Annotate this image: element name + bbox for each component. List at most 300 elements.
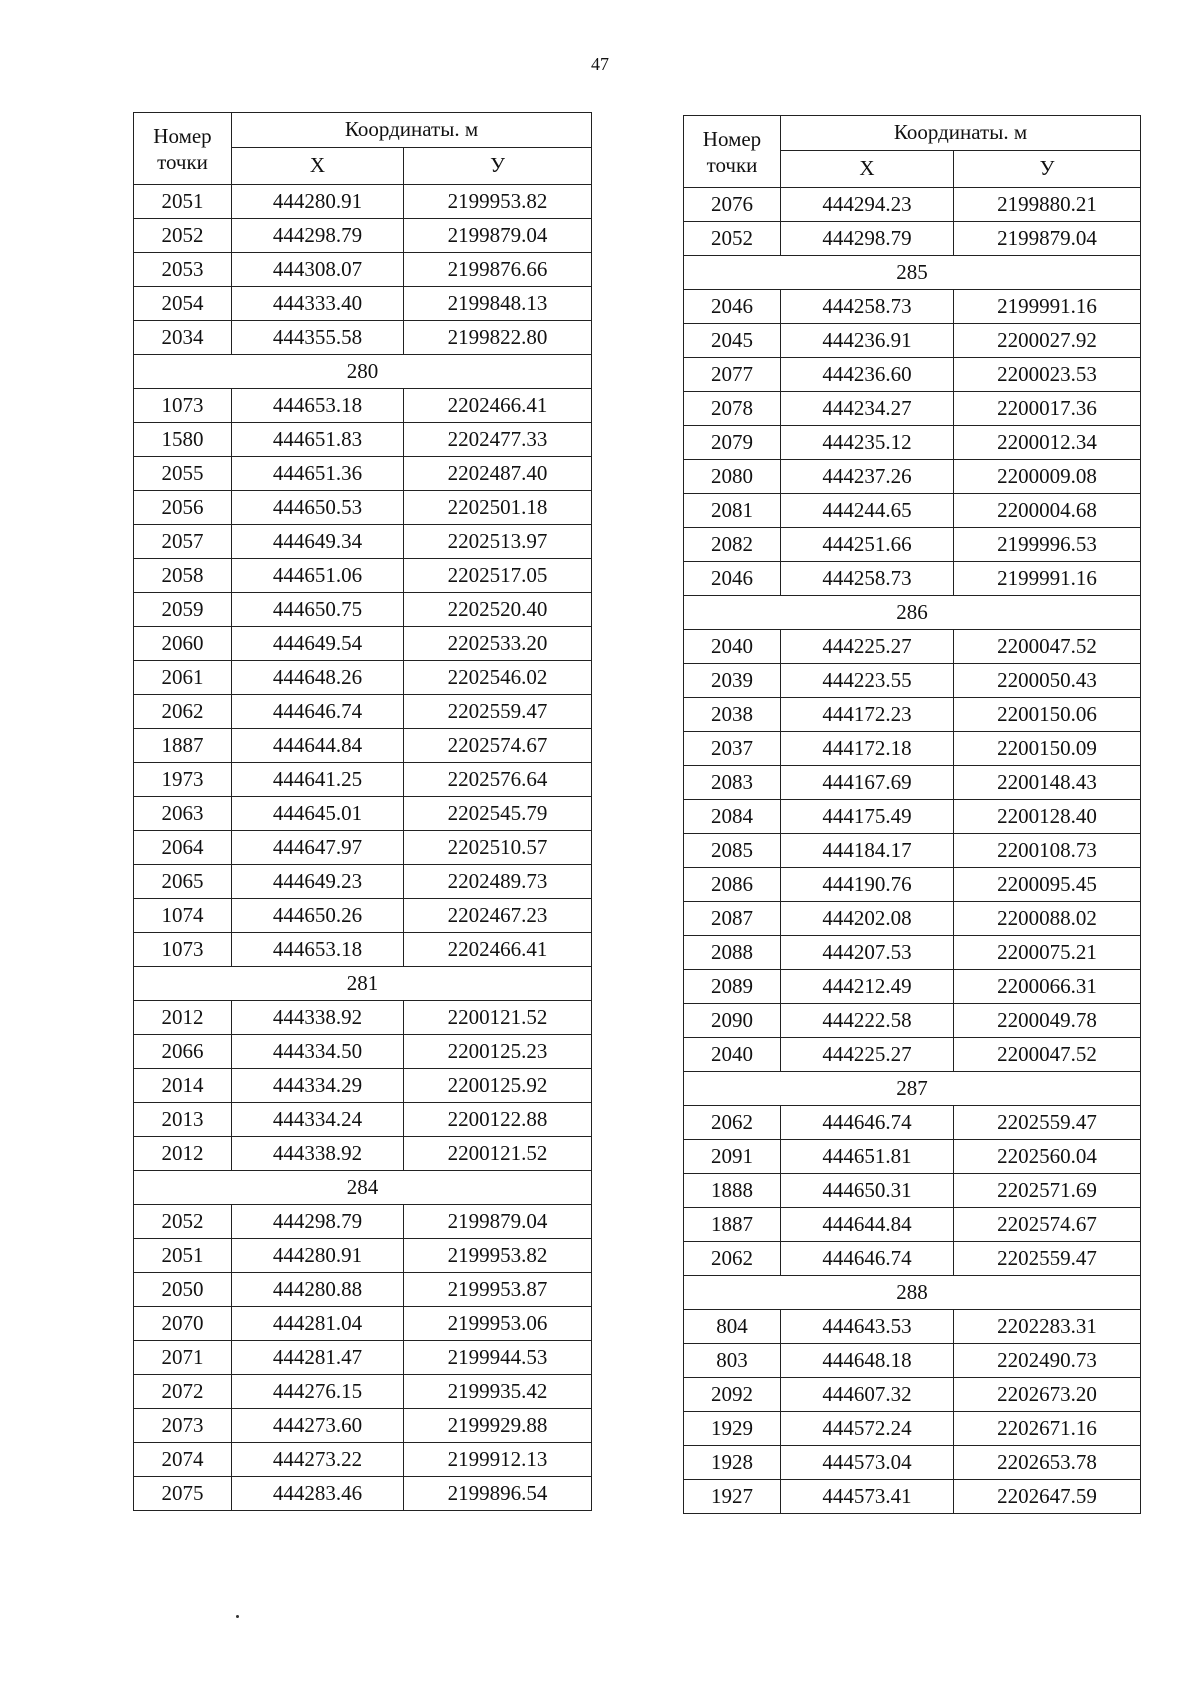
x-coordinate-cell: 444572.24 xyxy=(781,1412,954,1446)
x-coordinate-cell: 444235.12 xyxy=(781,426,954,460)
x-coordinate-cell: 444258.73 xyxy=(781,562,954,596)
y-coordinate-cell: 2202559.47 xyxy=(954,1242,1141,1276)
table-row xyxy=(684,460,1141,494)
table-row xyxy=(684,902,1141,936)
point-number-cell: 2083 xyxy=(684,766,781,800)
point-number-cell: 1073 xyxy=(134,933,232,967)
point-number-cell: 2062 xyxy=(684,1106,781,1140)
point-number-cell: 2056 xyxy=(134,491,232,525)
section-row xyxy=(684,1276,1141,1310)
x-coordinate-cell: 444236.91 xyxy=(781,324,954,358)
x-coordinate-cell: 444225.27 xyxy=(781,630,954,664)
x-coordinate-cell: 444167.69 xyxy=(781,766,954,800)
table-row xyxy=(684,1446,1141,1480)
point-number-cell: 1887 xyxy=(134,729,232,763)
point-number-cell: 2039 xyxy=(684,664,781,698)
x-coordinate-cell: 444281.47 xyxy=(232,1341,404,1375)
point-number-cell: 2073 xyxy=(134,1409,232,1443)
point-number-cell: 2087 xyxy=(684,902,781,936)
table-row xyxy=(684,392,1141,426)
section-number: 288 xyxy=(684,1276,1141,1310)
x-coordinate-cell: 444646.74 xyxy=(781,1242,954,1276)
y-coordinate-cell: 2202501.18 xyxy=(404,491,592,525)
x-coordinate-cell: 444276.15 xyxy=(232,1375,404,1409)
x-coordinate-cell: 444223.55 xyxy=(781,664,954,698)
scan-speck xyxy=(236,1615,239,1618)
y-coordinate-cell: 2200128.40 xyxy=(954,800,1141,834)
header-y: У xyxy=(954,150,1141,187)
x-coordinate-cell: 444649.54 xyxy=(232,627,404,661)
y-coordinate-cell: 2202574.67 xyxy=(954,1208,1141,1242)
x-coordinate-cell: 444280.91 xyxy=(232,1239,404,1273)
point-number-cell: 2038 xyxy=(684,698,781,732)
header-x: X xyxy=(781,150,954,187)
x-coordinate-cell: 444649.23 xyxy=(232,865,404,899)
y-coordinate-cell: 2202559.47 xyxy=(954,1106,1141,1140)
table-row xyxy=(134,1477,592,1511)
y-coordinate-cell: 2202647.59 xyxy=(954,1480,1141,1514)
y-coordinate-cell: 2202520.40 xyxy=(404,593,592,627)
y-coordinate-cell: 2202546.02 xyxy=(404,661,592,695)
section-row xyxy=(134,967,592,1001)
point-number-cell: 2054 xyxy=(134,287,232,321)
table-row xyxy=(134,1307,592,1341)
x-coordinate-cell: 444650.31 xyxy=(781,1174,954,1208)
table-row xyxy=(684,1004,1141,1038)
page-number: 47 xyxy=(591,54,609,74)
x-coordinate-cell: 444280.91 xyxy=(232,185,404,219)
y-coordinate-cell: 2199953.06 xyxy=(404,1307,592,1341)
point-number-cell: 2053 xyxy=(134,253,232,287)
point-number-cell: 1888 xyxy=(684,1174,781,1208)
table-row xyxy=(134,389,592,423)
point-number-cell: 803 xyxy=(684,1344,781,1378)
y-coordinate-cell: 2199912.13 xyxy=(404,1443,592,1477)
point-number-cell: 2012 xyxy=(134,1137,232,1171)
y-coordinate-cell: 2200150.09 xyxy=(954,732,1141,766)
x-coordinate-cell: 444651.36 xyxy=(232,457,404,491)
y-coordinate-cell: 2202477.33 xyxy=(404,423,592,457)
x-coordinate-cell: 444650.75 xyxy=(232,593,404,627)
x-coordinate-cell: 444334.29 xyxy=(232,1069,404,1103)
table-row xyxy=(134,831,592,865)
x-coordinate-cell: 444646.74 xyxy=(232,695,404,729)
header-coordinates: Координаты. м xyxy=(232,113,592,148)
point-number-cell: 2090 xyxy=(684,1004,781,1038)
y-coordinate-cell: 2200121.52 xyxy=(404,1001,592,1035)
point-number-cell: 1927 xyxy=(684,1480,781,1514)
table-row xyxy=(134,287,592,321)
table-row xyxy=(684,528,1141,562)
point-number-cell: 2012 xyxy=(134,1001,232,1035)
x-coordinate-cell: 444244.65 xyxy=(781,494,954,528)
point-number-cell: 1580 xyxy=(134,423,232,457)
x-coordinate-cell: 444251.66 xyxy=(781,528,954,562)
y-coordinate-cell: 2199822.80 xyxy=(404,321,592,355)
y-coordinate-cell: 2202545.79 xyxy=(404,797,592,831)
table-row xyxy=(684,868,1141,902)
y-coordinate-cell: 2202489.73 xyxy=(404,865,592,899)
y-coordinate-cell: 2200066.31 xyxy=(954,970,1141,1004)
table-row xyxy=(134,1001,592,1035)
table-row xyxy=(684,1344,1141,1378)
y-coordinate-cell: 2202513.97 xyxy=(404,525,592,559)
point-number-cell: 2088 xyxy=(684,936,781,970)
y-coordinate-cell: 2199879.04 xyxy=(404,1205,592,1239)
y-coordinate-cell: 2199880.21 xyxy=(954,188,1141,222)
point-number-cell: 2080 xyxy=(684,460,781,494)
x-coordinate-cell: 444649.34 xyxy=(232,525,404,559)
table-row xyxy=(134,1137,592,1171)
point-number-cell: 2063 xyxy=(134,797,232,831)
x-coordinate-cell: 444650.26 xyxy=(232,899,404,933)
section-row xyxy=(684,256,1141,290)
point-number-cell: 2082 xyxy=(684,528,781,562)
y-coordinate-cell: 2202466.41 xyxy=(404,389,592,423)
x-coordinate-cell: 444644.84 xyxy=(232,729,404,763)
x-coordinate-cell: 444298.79 xyxy=(232,1205,404,1239)
table-row xyxy=(134,593,592,627)
x-coordinate-cell: 444273.22 xyxy=(232,1443,404,1477)
table-row xyxy=(134,1409,592,1443)
table-row xyxy=(684,1174,1141,1208)
point-number-cell: 2070 xyxy=(134,1307,232,1341)
y-coordinate-cell: 2202673.20 xyxy=(954,1378,1141,1412)
point-number-cell: 1074 xyxy=(134,899,232,933)
y-coordinate-cell: 2202671.16 xyxy=(954,1412,1141,1446)
y-coordinate-cell: 2200023.53 xyxy=(954,358,1141,392)
table-row xyxy=(134,933,592,967)
section-number: 280 xyxy=(134,355,592,389)
point-number-cell: 2055 xyxy=(134,457,232,491)
point-number-cell: 1073 xyxy=(134,389,232,423)
point-number-cell: 1929 xyxy=(684,1412,781,1446)
table-row xyxy=(684,1310,1141,1344)
point-number-cell: 2014 xyxy=(134,1069,232,1103)
point-number-cell: 2077 xyxy=(684,358,781,392)
point-number-cell: 2064 xyxy=(134,831,232,865)
point-number-cell: 2065 xyxy=(134,865,232,899)
y-coordinate-cell: 2200095.45 xyxy=(954,868,1141,902)
x-coordinate-cell: 444573.41 xyxy=(781,1480,954,1514)
point-number-cell: 2091 xyxy=(684,1140,781,1174)
table-row xyxy=(684,1412,1141,1446)
point-number-cell: 2059 xyxy=(134,593,232,627)
table-row xyxy=(684,494,1141,528)
table-row xyxy=(684,290,1141,324)
x-coordinate-cell: 444294.23 xyxy=(781,188,954,222)
section-number: 281 xyxy=(134,967,592,1001)
point-number-cell: 2060 xyxy=(134,627,232,661)
table-row xyxy=(684,1140,1141,1174)
table-row xyxy=(684,800,1141,834)
x-coordinate-cell: 444308.07 xyxy=(232,253,404,287)
table-row xyxy=(134,1273,592,1307)
x-coordinate-cell: 444641.25 xyxy=(232,763,404,797)
point-number-cell: 2037 xyxy=(684,732,781,766)
table-row xyxy=(684,188,1141,222)
section-row xyxy=(134,355,592,389)
y-coordinate-cell: 2200108.73 xyxy=(954,834,1141,868)
y-coordinate-cell: 2199848.13 xyxy=(404,287,592,321)
x-coordinate-cell: 444222.58 xyxy=(781,1004,954,1038)
point-number-cell: 1973 xyxy=(134,763,232,797)
y-coordinate-cell: 2200075.21 xyxy=(954,936,1141,970)
point-number-cell: 2075 xyxy=(134,1477,232,1511)
y-coordinate-cell: 2200050.43 xyxy=(954,664,1141,698)
y-coordinate-cell: 2199896.54 xyxy=(404,1477,592,1511)
y-coordinate-cell: 2199953.82 xyxy=(404,185,592,219)
y-coordinate-cell: 2199876.66 xyxy=(404,253,592,287)
x-coordinate-cell: 444333.40 xyxy=(232,287,404,321)
x-coordinate-cell: 444607.32 xyxy=(781,1378,954,1412)
table-row xyxy=(134,423,592,457)
point-number-cell: 2074 xyxy=(134,1443,232,1477)
point-number-cell: 2084 xyxy=(684,800,781,834)
table-row xyxy=(684,222,1141,256)
point-number-cell: 2046 xyxy=(684,562,781,596)
y-coordinate-cell: 2202653.78 xyxy=(954,1446,1141,1480)
x-coordinate-cell: 444258.73 xyxy=(781,290,954,324)
table-row xyxy=(134,627,592,661)
table-row xyxy=(134,185,592,219)
x-coordinate-cell: 444202.08 xyxy=(781,902,954,936)
table-row xyxy=(134,219,592,253)
coordinates-table-right xyxy=(683,115,1141,1514)
table-row xyxy=(134,1069,592,1103)
y-coordinate-cell: 2199953.87 xyxy=(404,1273,592,1307)
point-number-cell: 2092 xyxy=(684,1378,781,1412)
y-coordinate-cell: 2202533.20 xyxy=(404,627,592,661)
section-number: 286 xyxy=(684,596,1141,630)
point-number-cell: 2051 xyxy=(134,185,232,219)
x-coordinate-cell: 444645.01 xyxy=(232,797,404,831)
table-row xyxy=(134,797,592,831)
table-row xyxy=(134,729,592,763)
y-coordinate-cell: 2199935.42 xyxy=(404,1375,592,1409)
header-y: У xyxy=(404,147,592,184)
x-coordinate-cell: 444280.88 xyxy=(232,1273,404,1307)
table-row xyxy=(134,491,592,525)
x-coordinate-cell: 444651.83 xyxy=(232,423,404,457)
y-coordinate-cell: 2199879.04 xyxy=(954,222,1141,256)
y-coordinate-cell: 2202517.05 xyxy=(404,559,592,593)
point-number-cell: 2079 xyxy=(684,426,781,460)
table-row xyxy=(684,936,1141,970)
x-coordinate-cell: 444273.60 xyxy=(232,1409,404,1443)
header-coordinates: Координаты. м xyxy=(781,116,1141,151)
point-number-cell: 2076 xyxy=(684,188,781,222)
section-number: 287 xyxy=(684,1072,1141,1106)
point-number-cell: 2078 xyxy=(684,392,781,426)
table-row xyxy=(134,1205,592,1239)
y-coordinate-cell: 2200148.43 xyxy=(954,766,1141,800)
point-number-cell: 2034 xyxy=(134,321,232,355)
x-coordinate-cell: 444643.53 xyxy=(781,1310,954,1344)
x-coordinate-cell: 444651.06 xyxy=(232,559,404,593)
point-number-cell: 2057 xyxy=(134,525,232,559)
section-number: 285 xyxy=(684,256,1141,290)
table-row xyxy=(134,1103,592,1137)
x-coordinate-cell: 444225.27 xyxy=(781,1038,954,1072)
x-coordinate-cell: 444648.18 xyxy=(781,1344,954,1378)
point-number-cell: 2050 xyxy=(134,1273,232,1307)
x-coordinate-cell: 444298.79 xyxy=(781,222,954,256)
y-coordinate-cell: 2202490.73 xyxy=(954,1344,1141,1378)
table-row xyxy=(684,324,1141,358)
section-number: 284 xyxy=(134,1171,592,1205)
y-coordinate-cell: 2202467.23 xyxy=(404,899,592,933)
point-number-cell: 2052 xyxy=(134,1205,232,1239)
y-coordinate-cell: 2202283.31 xyxy=(954,1310,1141,1344)
y-coordinate-cell: 2199929.88 xyxy=(404,1409,592,1443)
y-coordinate-cell: 2200049.78 xyxy=(954,1004,1141,1038)
y-coordinate-cell: 2200047.52 xyxy=(954,1038,1141,1072)
point-number-cell: 2072 xyxy=(134,1375,232,1409)
table-row xyxy=(684,630,1141,664)
y-coordinate-cell: 2200017.36 xyxy=(954,392,1141,426)
x-coordinate-cell: 444172.23 xyxy=(781,698,954,732)
table-row xyxy=(684,426,1141,460)
x-coordinate-cell: 444207.53 xyxy=(781,936,954,970)
y-coordinate-cell: 2199879.04 xyxy=(404,219,592,253)
y-coordinate-cell: 2202560.04 xyxy=(954,1140,1141,1174)
x-coordinate-cell: 444653.18 xyxy=(232,389,404,423)
x-coordinate-cell: 444334.50 xyxy=(232,1035,404,1069)
y-coordinate-cell: 2200121.52 xyxy=(404,1137,592,1171)
point-number-cell: 2062 xyxy=(134,695,232,729)
table-row xyxy=(134,457,592,491)
x-coordinate-cell: 444190.76 xyxy=(781,868,954,902)
table-row xyxy=(684,732,1141,766)
x-coordinate-cell: 444653.18 xyxy=(232,933,404,967)
x-coordinate-cell: 444281.04 xyxy=(232,1307,404,1341)
x-coordinate-cell: 444650.53 xyxy=(232,491,404,525)
table-row xyxy=(684,834,1141,868)
y-coordinate-cell: 2200004.68 xyxy=(954,494,1141,528)
y-coordinate-cell: 2202559.47 xyxy=(404,695,592,729)
x-coordinate-cell: 444651.81 xyxy=(781,1140,954,1174)
point-number-cell: 2071 xyxy=(134,1341,232,1375)
point-number-cell: 2081 xyxy=(684,494,781,528)
coordinates-table-left xyxy=(133,112,592,1511)
header-point-number: Номер точки xyxy=(684,116,781,188)
y-coordinate-cell: 2202576.64 xyxy=(404,763,592,797)
table-row xyxy=(134,253,592,287)
table-row xyxy=(134,559,592,593)
table-row xyxy=(684,1208,1141,1242)
table-row xyxy=(684,766,1141,800)
x-coordinate-cell: 444236.60 xyxy=(781,358,954,392)
table-row xyxy=(134,695,592,729)
table-row xyxy=(134,1035,592,1069)
header-x: X xyxy=(232,147,404,184)
x-coordinate-cell: 444573.04 xyxy=(781,1446,954,1480)
point-number-cell: 2052 xyxy=(134,219,232,253)
y-coordinate-cell: 2200047.52 xyxy=(954,630,1141,664)
table-row xyxy=(684,1038,1141,1072)
header-point-number: Номер точки xyxy=(134,113,232,185)
y-coordinate-cell: 2202574.67 xyxy=(404,729,592,763)
x-coordinate-cell: 444355.58 xyxy=(232,321,404,355)
point-number-cell: 2052 xyxy=(684,222,781,256)
point-number-cell: 2061 xyxy=(134,661,232,695)
table-row xyxy=(134,1239,592,1273)
x-coordinate-cell: 444237.26 xyxy=(781,460,954,494)
point-number-cell: 2058 xyxy=(134,559,232,593)
table-row xyxy=(684,1378,1141,1412)
y-coordinate-cell: 2202487.40 xyxy=(404,457,592,491)
point-number-cell: 2045 xyxy=(684,324,781,358)
x-coordinate-cell: 444338.92 xyxy=(232,1001,404,1035)
y-coordinate-cell: 2202510.57 xyxy=(404,831,592,865)
x-coordinate-cell: 444648.26 xyxy=(232,661,404,695)
table-row xyxy=(684,1242,1141,1276)
table-row xyxy=(684,970,1141,1004)
x-coordinate-cell: 444334.24 xyxy=(232,1103,404,1137)
x-coordinate-cell: 444647.97 xyxy=(232,831,404,865)
table-row xyxy=(134,661,592,695)
point-number-cell: 1928 xyxy=(684,1446,781,1480)
x-coordinate-cell: 444338.92 xyxy=(232,1137,404,1171)
point-number-cell: 2089 xyxy=(684,970,781,1004)
table-row xyxy=(684,698,1141,732)
y-coordinate-cell: 2199991.16 xyxy=(954,290,1141,324)
y-coordinate-cell: 2202571.69 xyxy=(954,1174,1141,1208)
y-coordinate-cell: 2199996.53 xyxy=(954,528,1141,562)
table-row xyxy=(684,562,1141,596)
y-coordinate-cell: 2199953.82 xyxy=(404,1239,592,1273)
section-row xyxy=(134,1171,592,1205)
x-coordinate-cell: 444283.46 xyxy=(232,1477,404,1511)
y-coordinate-cell: 2202466.41 xyxy=(404,933,592,967)
point-number-cell: 2051 xyxy=(134,1239,232,1273)
y-coordinate-cell: 2200088.02 xyxy=(954,902,1141,936)
x-coordinate-cell: 444175.49 xyxy=(781,800,954,834)
point-number-cell: 2086 xyxy=(684,868,781,902)
x-coordinate-cell: 444212.49 xyxy=(781,970,954,1004)
point-number-cell: 2085 xyxy=(684,834,781,868)
table-row xyxy=(134,1375,592,1409)
y-coordinate-cell: 2200150.06 xyxy=(954,698,1141,732)
y-coordinate-cell: 2199991.16 xyxy=(954,562,1141,596)
table-row xyxy=(134,1443,592,1477)
table-row xyxy=(684,1106,1141,1140)
table-row xyxy=(134,763,592,797)
table-row xyxy=(134,865,592,899)
x-coordinate-cell: 444646.74 xyxy=(781,1106,954,1140)
table-row xyxy=(134,525,592,559)
section-row xyxy=(684,1072,1141,1106)
point-number-cell: 804 xyxy=(684,1310,781,1344)
y-coordinate-cell: 2200009.08 xyxy=(954,460,1141,494)
table-row xyxy=(684,1480,1141,1514)
table-row xyxy=(134,1341,592,1375)
y-coordinate-cell: 2200125.23 xyxy=(404,1035,592,1069)
y-coordinate-cell: 2200027.92 xyxy=(954,324,1141,358)
x-coordinate-cell: 444644.84 xyxy=(781,1208,954,1242)
point-number-cell: 2062 xyxy=(684,1242,781,1276)
table-row xyxy=(684,358,1141,392)
y-coordinate-cell: 2200125.92 xyxy=(404,1069,592,1103)
x-coordinate-cell: 444234.27 xyxy=(781,392,954,426)
point-number-cell: 2040 xyxy=(684,1038,781,1072)
x-coordinate-cell: 444298.79 xyxy=(232,219,404,253)
point-number-cell: 2066 xyxy=(134,1035,232,1069)
y-coordinate-cell: 2199944.53 xyxy=(404,1341,592,1375)
x-coordinate-cell: 444172.18 xyxy=(781,732,954,766)
point-number-cell: 2040 xyxy=(684,630,781,664)
